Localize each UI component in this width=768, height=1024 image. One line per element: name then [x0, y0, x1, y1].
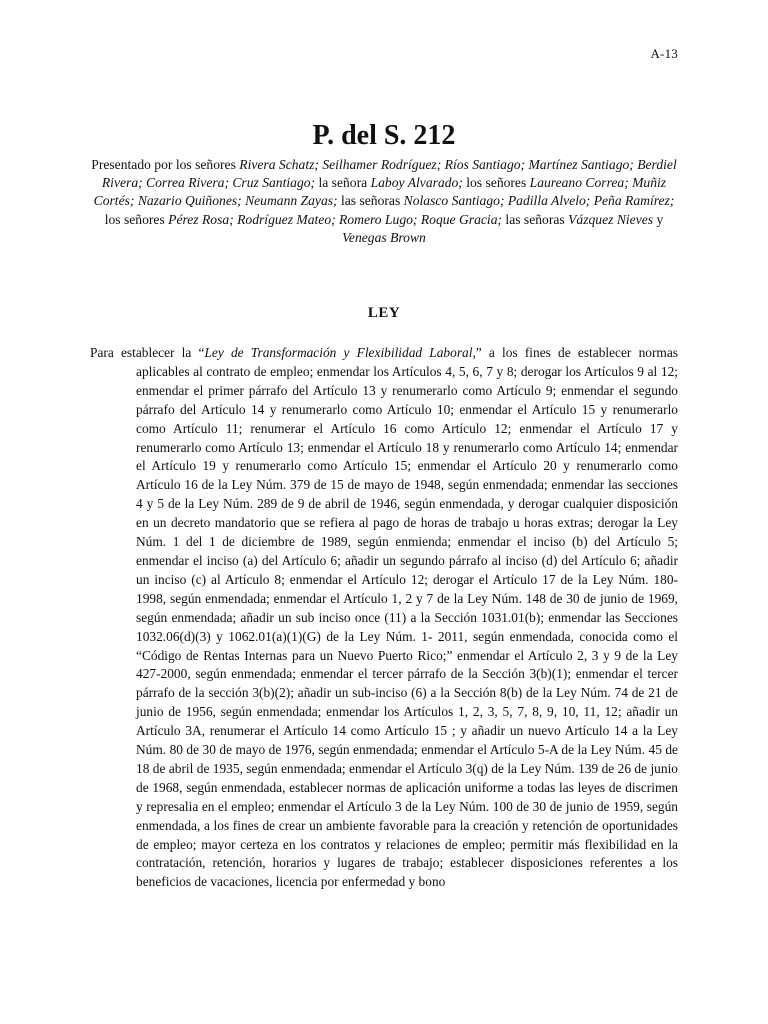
sponsors-join-3: las señoras: [337, 193, 404, 209]
sponsors-join-5: las señoras: [502, 211, 569, 227]
sponsors-join-6: y: [653, 211, 664, 227]
sponsors-prefix: Presentado por los señores: [91, 157, 240, 172]
bill-body-paragraph: [90, 344, 678, 892]
body-close-quote: ”: [475, 345, 482, 360]
sponsors-paragraph: [88, 156, 680, 247]
sponsors-group-4: Nolasco Santiago; Padilla Alvelo; Peña Ramírez;: [403, 193, 675, 209]
body-text: a los fines de establecer normas aplicables al contrato de empleo; enmendar los Artículos 4, 5, 6, 7 y 8; derogar los Artículos 9 al 12; enmendar el primer párrafo del Artículo 13 y renumerarlo como Artículo 9; enmendar el segundo párrafo del Artículo 14 y renumerarlo como Artículo 10; enmendar el Artículo 15 y renumerarlo como Artículo 11; renumerar el Artículo 16 como Artículo 12; enmendar el Artículo 17 y renumerarlo como Artículo 13; enmendar el Artículo 18 y renumerarlo como Artículo 14; enmendar el Artículo 19 y renumerarlo como Artículo 15; enmendar el Artículo 20 y renumerarlo como Artículo 16 de la Ley Núm. 379 de 15 de mayo de 1948, según enmendada; enmendar las secciones 4 y 5 de la Ley Núm. 289 de 9 de abril de 1946, según enmendada, y derogar cualquier disposición en un decreto mandatorio que se refiera al pago de horas de trabajo u horas extras; derogar la Ley Núm. 1 del 1 de diciembre de 1989, según enmienda; enmendar el inciso (b) del Artículo 5; enmendar el inciso (a) del Artículo 6; añadir un segundo párrafo al inciso (d) del Artículo 6; añadir un inciso (c) al Artículo 8; enmendar el Artículo 12; derogar el Artículo 17 de la Ley Núm. 180-1998, según enmendada; enmendar el Artículo 1, 2 y 7 de la Ley Núm. 148 de 30 de junio de 1969, según enmendada; añadir un sub inciso once (11) a la Sección 1031.01(b); enmendar las Secciones 1032.06(d)(3) y 1062.01(a)(1)(G) de la Ley Núm. 1- 2011, según enmendada, conocida como el “Código de Rentas Internas para un Nuevo Puerto Rico;” enmendar el Artículo 2, 3 y 9 de la Ley 427-2000, según enmendada; enmendar el tercer párrafo de la Sección 3(b)(1); enmendar el tercer párrafo de la sección 3(b)(2); añadir un sub-inciso (6) a la Sección 8(b) de la Ley Núm. 74 de 21 de junio de 1956, según enmendada; enmendar los Artículos 1, 2, 3, 5, 7, 8, 9, 10, 11, 12; añadir un Artículo 3A, renumerar el Artículo 14 como Artículo 15 ; y añadir un nuevo Artículo 14 a la Ley Núm. 80 de 30 de mayo de 1976, según enmendada; enmendar el Artículo 5-A de la Ley Núm. 45 de 18 de abril de 1935, según enmendada; enmendar el Artículo 3(q) de la Ley Núm. 139 de 26 de junio de 1968, según enmendada, establecer normas de aplicación uniforme a todas las leyes de discrimen y represalia en el empleo; enmendar el Artículo 3 de la Ley Núm. 100 de 30 de junio de 1959, según enmendada, a los fines de crear un ambiente favorable para la creación y retención de oportunidades de empleo; mayor certeza en los contratos y relaciones de empleo; permitir más flexibilidad en la contratación, retención, horarios y lugares de trabajo; establecer disposiciones referentes a los beneficios de vacaciones, licencia por enfermedad y bono: [136, 345, 678, 890]
sponsors-group-6: Vázquez Nieves: [568, 211, 654, 227]
section-heading: LEY: [367, 305, 401, 321]
page-number: A-13: [650, 46, 678, 61]
sponsors-join-1: la señora: [315, 175, 371, 191]
sponsors-group-1: Rivera Schatz; Seilhamer Rodríguez; Ríos Santiago; Martínez Santiago; Berdiel Rivera; Correa Rivera; Cruz Santiago;: [101, 157, 677, 191]
sponsors-group-2: Laboy Alvarado;: [370, 175, 463, 191]
sponsors-group-5: Pérez Rosa; Rodríguez Mateo; Romero Lugo; Roque Gracia;: [168, 211, 503, 227]
sponsors-join-2: los señores: [462, 175, 530, 191]
bill-title: P. del S. 212: [312, 120, 456, 151]
sponsors-join-4: los señores: [104, 211, 169, 227]
law-name: Ley de Transformación y Flexibilidad Laboral,: [204, 345, 476, 360]
sponsors-group-3: Laureano Correa; Muñiz Cortés; Nazario Quiñones; Neumann Zayas;: [93, 175, 667, 209]
sponsors-group-7: Venegas Brown: [342, 229, 426, 245]
body-lead: Para establecer la “: [90, 345, 205, 360]
